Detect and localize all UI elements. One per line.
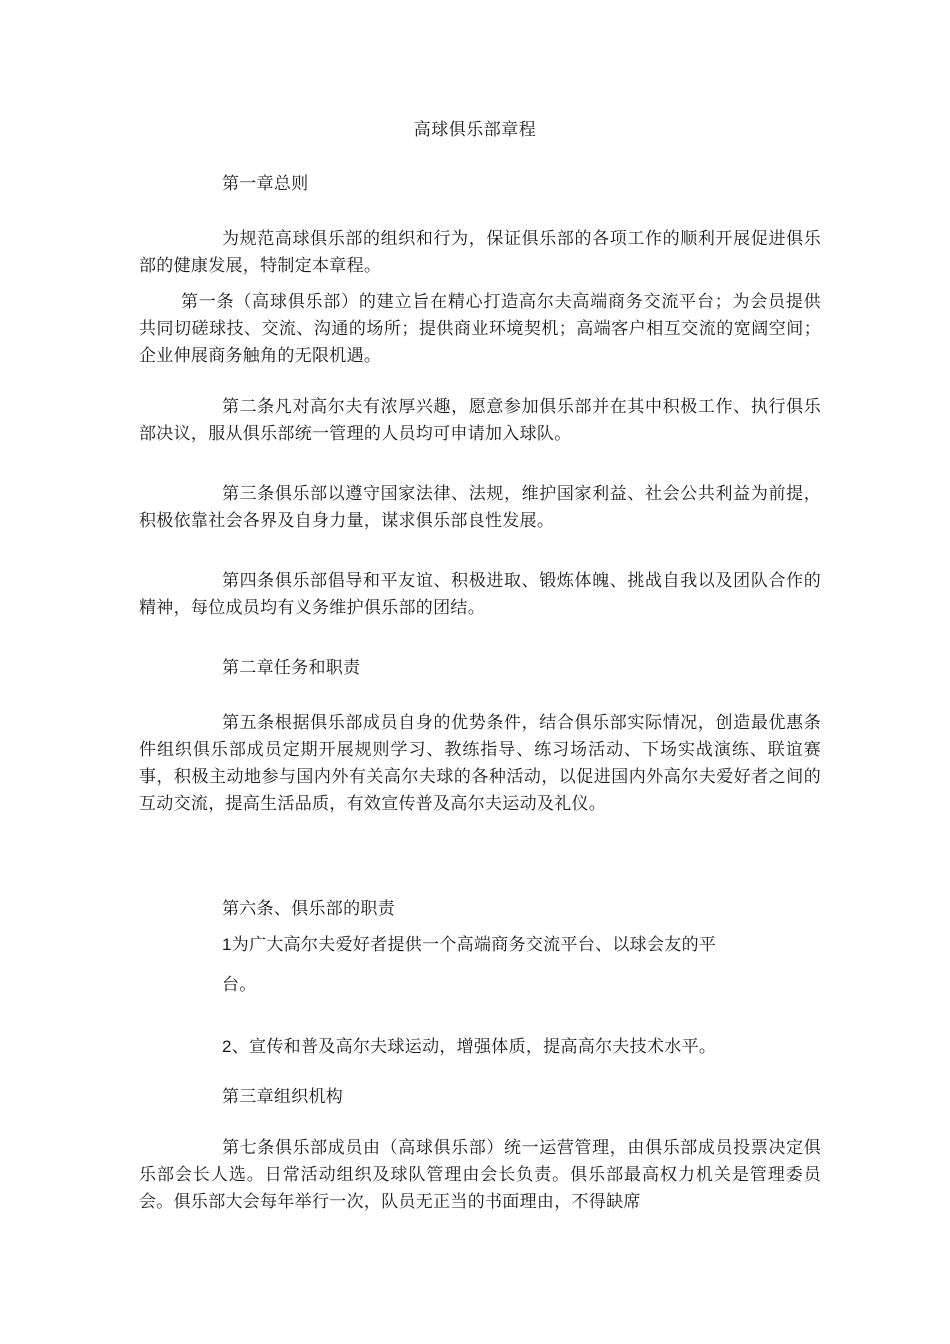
chapter-heading-2: 第二章任务和职责 [222,658,361,678]
preamble-paragraph: 为规范高球俱乐部的组织和行为，保证俱乐部的各项工作的顺利开展促进俱乐部的健康发展，特制定本章程。 [139,229,821,276]
chapter-heading-1: 第一章总则 [222,174,309,194]
article-7-paragraph: 第七条俱乐部成员由（高球俱乐部）统一运营管理，由俱乐部成员投票决定俱乐部会长人选。日常活动组织及球队管理由会长负责。俱乐部最高权力机关是管理委员会。俱乐部大会每年举行一次，队员无正当的书面理由，不得缺席 [139,1138,821,1212]
document-title: 高球俱乐部章程 [413,120,537,140]
duty-2-text: 、宣传和普及高尔夫球运动，增强体质，提高高尔夫技术水平。 [231,1037,717,1057]
article-6-heading: 第六条、俱乐部的职责 [222,899,395,919]
article-4-paragraph: 第四条俱乐部倡导和平友谊、积极进取、锻炼体魄、挑战自我以及团队合作的精神，每位成员均有义务维护俱乐部的团结。 [139,571,821,618]
article-2-paragraph: 第二条凡对高尔夫有浓厚兴趣，愿意参加俱乐部并在其中积极工作、执行俱乐部决议，服从俱乐部统一管理的人员均可申请加入球队。 [139,397,821,444]
duty-2-number: 2 [222,1037,232,1056]
duty-2-line [222,1033,782,1061]
article-1-paragraph: 第一条（高球俱乐部）的建立旨在精心打造高尔夫高端商务交流平台；为会员提供共同切磋球技、交流、沟通的场所；提供商业环境契机；高端客户相互交流的宽阔空间；企业伸展商务触角的无限机遇。 [139,292,821,366]
chapter-heading-3: 第三章组织机构 [222,1087,344,1107]
article-5-paragraph: 第五条根据俱乐部成员自身的优势条件，结合俱乐部实际情况，创造最优惠条件组织俱乐部成员定期开展规则学习、教练指导、练习场活动、下场实战演练、联谊赛事，积极主动地参与国内外有关高尔夫球的各种活动，以促进国内外高尔夫爱好者之间的互动交流，提高生活品质，有效宣传普及高尔夫运动及礼仪。 [139,713,821,814]
duty-1-text: 为广大高尔夫爱好者提供一个高端商务交流平台、以球会友的平 [231,935,717,955]
duty-1-number: 1 [222,935,232,954]
duty-1-line-2: 台。 [222,975,257,995]
article-3-paragraph: 第三条俱乐部以遵守国家法律、法规，维护国家利益、社会公共利益为前提，积极依靠社会各界及自身力量，谋求俱乐部良性发展。 [139,484,821,531]
duty-1-line-1 [222,931,782,959]
